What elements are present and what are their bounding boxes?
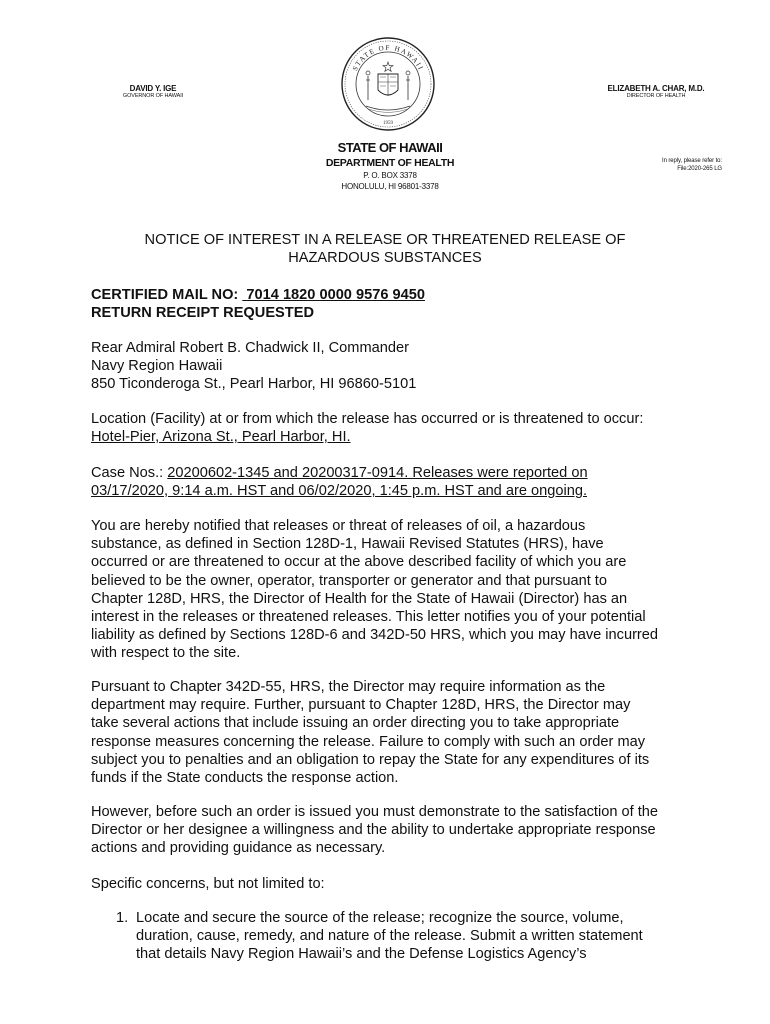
- certified-mail-number-text: 7014 1820 0000 9576 9450: [246, 287, 425, 303]
- location-block: [91, 410, 691, 446]
- paragraph-line: interest in the releases or threatened releases. This letter notifies you of your potential: [91, 609, 646, 626]
- paragraph-notification: [91, 517, 691, 663]
- svg-text:1959: 1959: [383, 121, 393, 126]
- concern-text: [136, 909, 676, 964]
- paragraph-line: funds if the State conducts the response action.: [91, 770, 399, 787]
- case-value: 03/17/2020, 9:14 a.m. HST and 06/02/2020, 1:45 p.m. HST and are ongoing.: [91, 483, 587, 500]
- paragraph-line: department may require. Further, pursuant to Chapter 128D, HRS, the Director may: [91, 697, 631, 714]
- paragraph-line: However, before such an order is issued you must demonstrate to the satisfaction of the: [91, 804, 659, 820]
- svg-text:STATE OF HAWAII: STATE OF HAWAII: [350, 43, 426, 73]
- director-title: DIRECTOR OF HEALTH: [626, 93, 686, 99]
- department-name: DEPARTMENT OF HEALTH: [325, 157, 455, 169]
- paragraph-line: substance, as defined in Section 128D-1, Hawaii Revised Statutes (HRS), have: [91, 536, 604, 553]
- case-label: Case Nos.:: [91, 465, 164, 481]
- addressee-line: 850 Ticonderoga St., Pearl Harbor, HI 96860-5101: [91, 376, 417, 393]
- concern-number: 1.: [116, 910, 129, 926]
- paragraph-line: You are hereby notified that releases or threat of releases of oil, a hazardous: [91, 518, 586, 534]
- paragraph-line: Chapter 128D, HRS, the Director of Health for the State of Hawaii (Director) has an: [91, 590, 628, 607]
- po-box: P. O. BOX 3378: [363, 171, 417, 180]
- paragraph-line: liability as defined by Sections 128D-6 and 342D-50 HRS, which you may have incurred: [91, 627, 659, 644]
- return-receipt: RETURN RECEIPT REQUESTED: [91, 305, 314, 322]
- city-line: HONOLULU, HI 96801-3378: [341, 182, 439, 191]
- notice-title-line: HAZARDOUS SUBSTANCES: [288, 250, 482, 266]
- notice-title-line: NOTICE OF INTEREST IN A RELEASE OR THREATENED RELEASE OF: [144, 232, 626, 248]
- paragraph-line: response measures concerning the release. Failure to comply with such an order may: [91, 733, 646, 750]
- case-value: 20200602-1345 and 20200317-0914. Releases were reported on: [167, 465, 588, 481]
- concern-item: [116, 909, 676, 964]
- director-block: [592, 84, 720, 100]
- certified-mail-block: [91, 286, 691, 322]
- notice-title: [90, 231, 680, 267]
- governor-name: DAVID Y. IGE: [129, 84, 177, 93]
- file-number: File:2020-265 LG: [677, 166, 722, 172]
- paragraph-line: take several actions that include issuing an order directing you to take appropriate: [91, 715, 620, 732]
- addressee-block: [91, 339, 691, 394]
- location-label: Location (Facility) at or from which the release has occurred or is threatened to occur:: [91, 411, 644, 427]
- paragraph-line: believed to be the owner, operator, transporter or generator and that pursuant to: [91, 572, 607, 589]
- concern-line: duration, cause, remedy, and nature of the release. Submit a written statement: [136, 928, 643, 945]
- paragraph-line: occurred or are threatened to occur at the above described facility of which you are: [91, 554, 627, 571]
- reply-label: In reply, please refer to:: [662, 158, 722, 164]
- director-name: ELIZABETH A. CHAR, M.D.: [607, 84, 705, 93]
- paragraph-authority: [91, 678, 691, 787]
- location-value: Hotel-Pier, Arizona St., Pearl Harbor, HI.: [91, 429, 351, 446]
- certified-mail-number: [242, 287, 425, 303]
- paragraph-line: Director or her designee a willingness and the ability to undertake appropriate response: [91, 822, 656, 839]
- case-block: [91, 464, 691, 500]
- paragraph-line: subject you to penalties and an obligation to repay the State for any expenditures of its: [91, 751, 650, 768]
- paragraph-line: actions and providing guidance as necessary.: [91, 840, 386, 857]
- agency-block: [270, 140, 510, 192]
- certified-mail-label: CERTIFIED MAIL NO:: [91, 287, 239, 303]
- paragraph-line: with respect to the site.: [91, 645, 241, 662]
- concern-line: Locate and secure the source of the release; recognize the source, volume,: [136, 910, 624, 926]
- paragraph-order: [91, 803, 691, 858]
- concerns-heading: Specific concerns, but not limited to:: [91, 876, 325, 892]
- reply-reference: [612, 157, 722, 173]
- state-seal-icon: [340, 36, 436, 132]
- governor-block: [83, 84, 223, 100]
- paragraph-line: Pursuant to Chapter 342D-55, HRS, the Director may require information as the: [91, 679, 606, 695]
- governor-title: GOVERNOR OF HAWAII: [122, 93, 184, 99]
- concern-line: that details Navy Region Hawaii’s and the Defense Logistics Agency’s: [136, 946, 587, 963]
- case-line: [91, 464, 691, 482]
- addressee-line: Navy Region Hawaii: [91, 358, 223, 375]
- certified-mail-line: [91, 286, 691, 304]
- addressee-line: Rear Admiral Robert B. Chadwick II, Commander: [91, 340, 409, 356]
- state-name: STATE OF HAWAII: [337, 140, 443, 155]
